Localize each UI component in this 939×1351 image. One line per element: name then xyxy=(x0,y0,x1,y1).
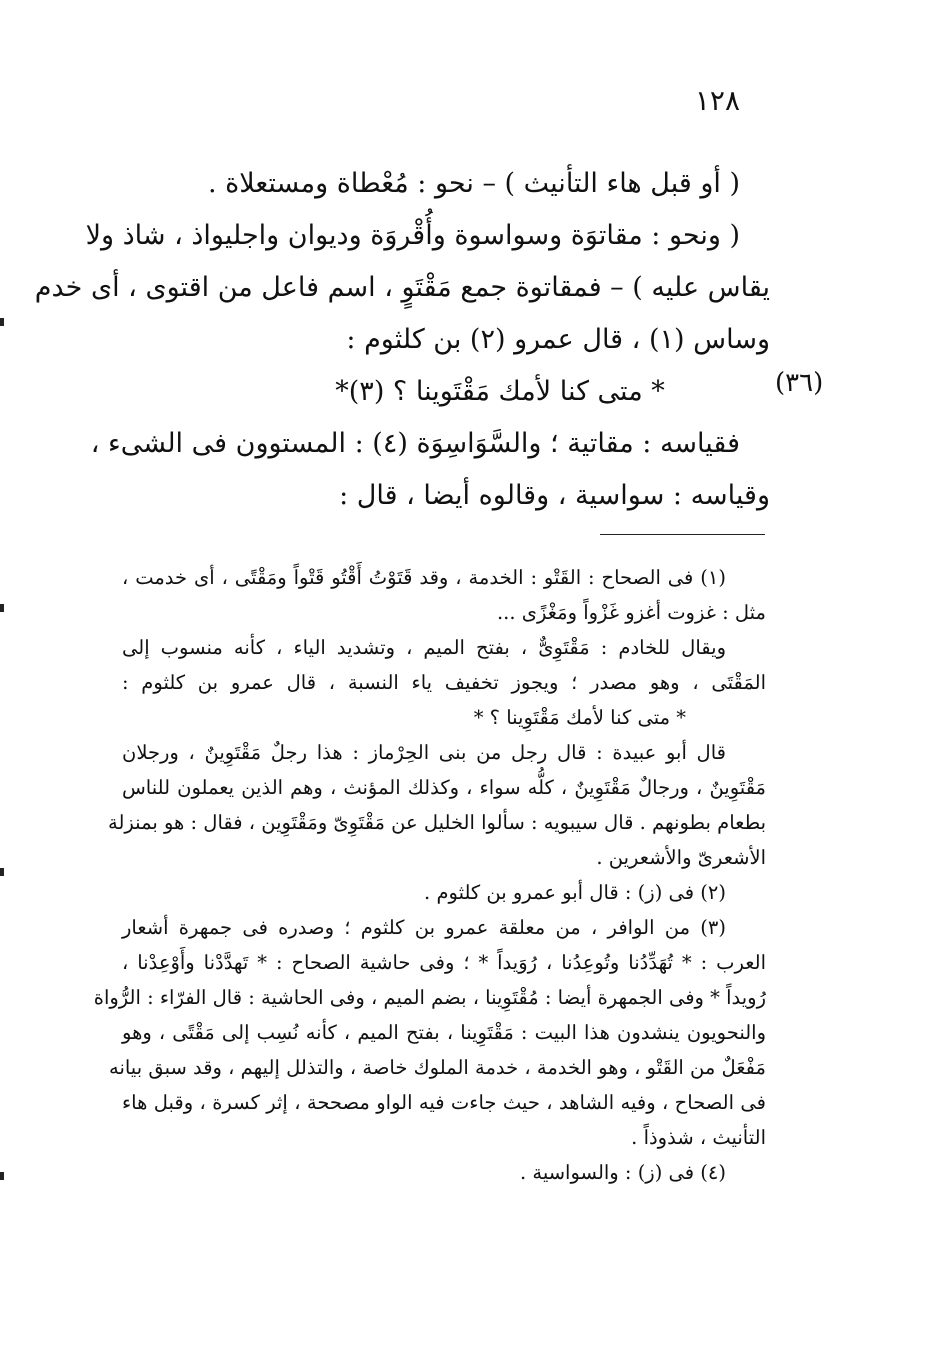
footnote-line: رُويداً * وفى الجمهرة أيضا : مُقْتَوِينا ، بضم الميم ، وفى الحاشية : قال الفرّاء : الرُّواة xyxy=(93,986,766,1009)
footnotes xyxy=(93,560,766,1190)
footnote-line: (٣) من الوافر ، من معلقة عمرو بن كلثوم ؛ وصدره فى جمهرة أشعار xyxy=(122,916,726,939)
footnote-verse: * متى كنا لأمك مَقْتَوِينا ؟ * xyxy=(473,706,686,729)
main-line: فقياسه : مقاتية ؛ والسَّوَاسِوَة (٤) : المستوون فى الشىء ، xyxy=(90,428,740,459)
footnote-line: (٤) فى (ز) : والسواسية . xyxy=(519,1161,726,1184)
footnote-separator xyxy=(600,534,765,535)
footnote-line: المَقْتَى ، وهو مصدر ؛ ويجوز تخفيف ياء النسبة ، قال عمرو بن كلثوم : xyxy=(122,671,766,694)
footnote-line: ويقال للخادم : مَقْتَوِىٌّ ، بفتح الميم ، وتشديد الياء ، كأنه منسوب إلى xyxy=(122,636,726,659)
footnote-line: العرب : * تُهَدِّدُنا وتُوعِدُنا ، رُوَيداً * ؛ وفى حاشية الصحاح : * تَهدَّدْنا وأَوْعِدْنا ، xyxy=(122,951,766,974)
main-line: ( أو قبل هاء التأنيث ) – نحو : مُعْطاة ومستعلاة . xyxy=(207,168,740,199)
main-text xyxy=(34,158,770,522)
main-line: ( ونحو : مقاتوَة وسواسوة وأُقْروَة وديوان واجليواذ ، شاذ ولا xyxy=(85,220,740,251)
footnote-line: بطعام بطونهم . قال سيبويه : سألوا الخليل عن مَقْتَوِىّ ومَقْتَوِين ، فقال : هو بمنزلة xyxy=(108,811,766,834)
footnote-line: (٢) فى (ز) : قال أبو عمرو بن كلثوم . xyxy=(424,881,726,904)
verse-number: (٣٦) xyxy=(775,368,824,398)
scan-mark xyxy=(0,318,4,326)
footnote-line: التأنيث ، شذوذاً . xyxy=(631,1126,766,1149)
scan-mark xyxy=(0,604,4,612)
page-number: ١٢٨ xyxy=(694,84,740,117)
main-line: وقياسه : سواسية ، وقالوه أيضا ، قال : xyxy=(339,480,770,511)
footnote-line: مثل : غزوت أغزو غَزْواً ومَغْزًى ... xyxy=(496,601,766,624)
footnote-line: مَقْتَوِينٌ ، ورجالٌ مَقْتَوِينٌ ، كلُّه سواء ، وكذلك المؤنث ، وهم الذين يعملون للناس xyxy=(122,776,766,799)
main-line: وساس (١) ، قال عمرو (٢) بن كلثوم : xyxy=(346,324,770,355)
footnote-line: مَفْعَلٌ من القَتْو ، وهو الخدمة ، خدمة الملوك خاصة ، والتذلل إليهم ، وقد سبق بيانه xyxy=(108,1056,766,1079)
scan-mark xyxy=(0,868,4,876)
verse-line: * متى كنا لأمك مَقْتَوينا ؟ (٣)* xyxy=(335,376,665,407)
footnote-line: قال أبو عبيدة : قال رجل من بنى الحِرْماز : هذا رجلٌ مَقْتَوِينٌ ، ورجلان xyxy=(122,741,726,764)
footnote-line: والنحويون ينشدون هذا البيت : مَقْتَوِينا ، بفتح الميم ، كأنه نُسِب إلى مَقْتًى ، وهو xyxy=(122,1021,766,1044)
footnote-line: (١) فى الصحاح : القَتْو : الخدمة ، وقد قَتَوْتُ أَقْتُو قَتْواً ومَقْتًى ، أى خدمت ، xyxy=(122,566,726,589)
footnote-line: الأشعرىّ والأشعرين . xyxy=(596,846,766,869)
scan-mark xyxy=(0,1172,4,1180)
footnote-line: فى الصحاح ، وفيه الشاهد ، حيث جاءت فيه الواو مصححة ، إثر كسرة ، وقبل هاء xyxy=(122,1091,766,1114)
main-line: يقاس عليه ) – فمقاتوة جمع مَقْتَوٍ ، اسم فاعل من اقتوى ، أى خدم xyxy=(34,272,770,303)
